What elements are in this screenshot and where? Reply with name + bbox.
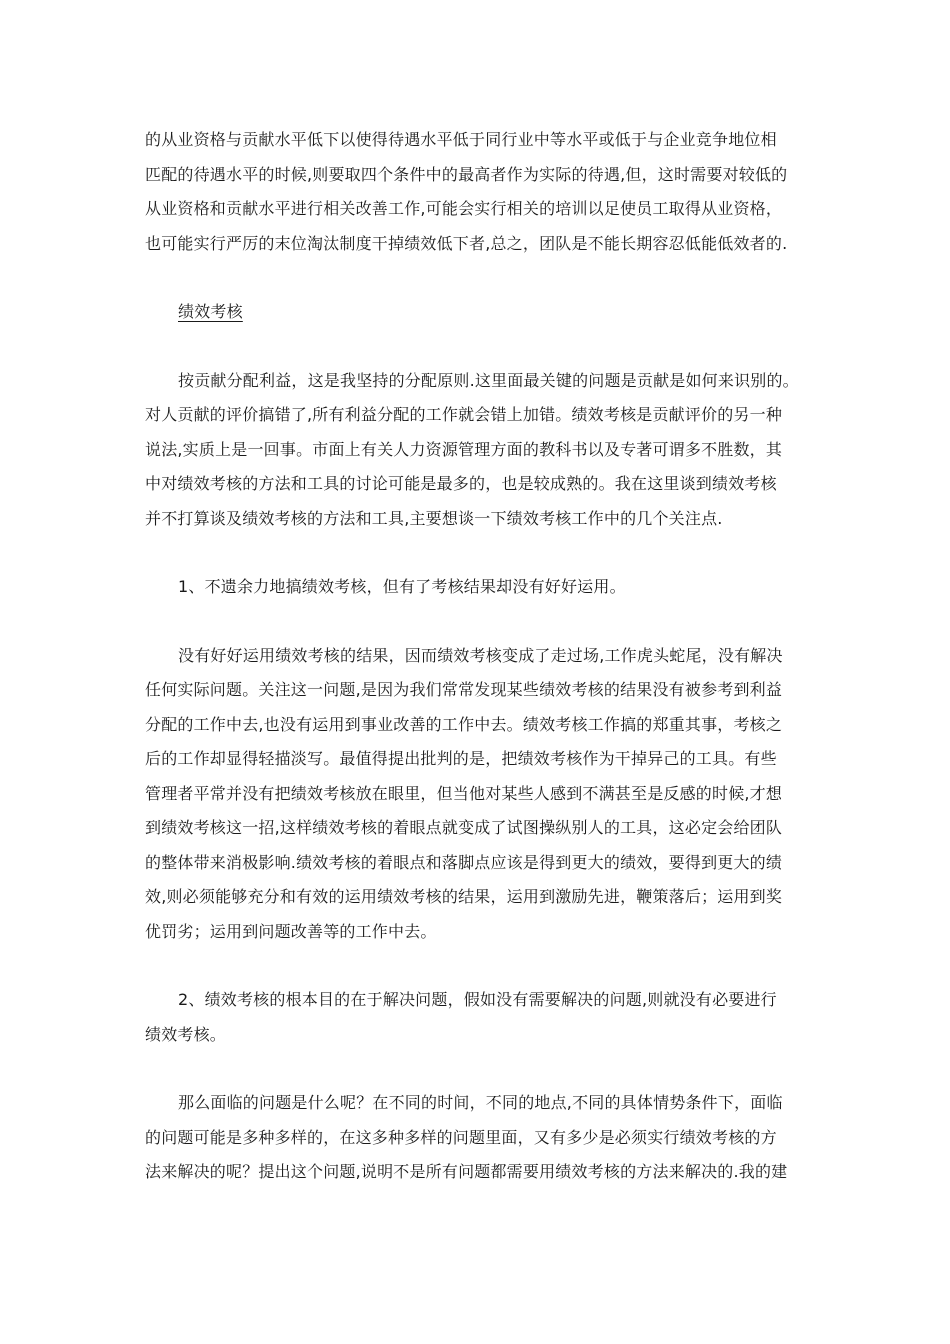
paragraph-gap — [145, 330, 820, 364]
text-line: 的整体带来消极影响.绩效考核的着眼点和落脚点应该是得到更大的绩效，要得到更大的绩 — [145, 852, 783, 872]
text-line: 说法,实质上是一回事。市面上有关人力资源管理方面的教科书以及专著可谓多不胜数，其 — [145, 439, 783, 459]
section-heading-line — [145, 295, 820, 330]
paragraph-gap — [145, 261, 820, 295]
text-line: 对人贡献的评价搞错了,所有利益分配的工作就会错上加错。绩效考核是贡献评价的另一种 — [145, 405, 783, 424]
text-line: 到绩效考核这一招,这样绩效考核的着眼点就变成了试图操纵别人的工具，这必定会给团队 — [145, 818, 783, 837]
text-line: 任何实际问题。关注这一问题,是因为我们常常发现某些绩效考核的结果没有被参考到利益 — [145, 680, 783, 699]
paragraph-3 — [145, 1086, 820, 1190]
paragraph-2 — [145, 639, 820, 950]
paragraph-intro — [145, 123, 820, 261]
text-line: 管理者平常并没有把绩效考核放在眼里，但当他对某些人感到不满甚至是反感的时候,才想 — [145, 783, 783, 803]
text-line: 的从业资格与贡献水平低下以使得待遇水平低于同行业中等水平或低于与企业竞争地位相 — [145, 130, 777, 149]
text-line: 没有好好运用绩效考核的结果，因而绩效考核变成了走过场,工作虎头蛇尾，没有解决 — [178, 645, 783, 665]
point-1-heading: 1、不遗余力地搞绩效考核，但有了考核结果却没有好好运用。 — [178, 577, 626, 596]
section-heading: 绩效考核 — [178, 302, 243, 321]
paragraph-gap — [145, 949, 820, 983]
document-page — [145, 123, 820, 1190]
paragraph-gap — [145, 605, 820, 639]
paragraph-gap — [145, 536, 820, 570]
paragraph-gap — [145, 1052, 820, 1086]
text-line: 从业资格和贡献水平进行相关改善工作,可能会实行相关的培训以足使员工取得从业资格， — [145, 199, 783, 218]
text-line: 按贡献分配利益，这是我坚持的分配原则.这里面最关键的问题是贡献是如何来识别的。 — [178, 370, 799, 390]
paragraph-1 — [145, 364, 820, 537]
text-line: 后的工作却显得轻描淡写。最值得提出批判的是，把绩效考核作为干掉异己的工具。有些 — [145, 749, 777, 768]
text-line: 那么面临的问题是什么呢？在不同的时间，不同的地点,不同的具体情势条件下，面临 — [178, 1093, 783, 1112]
text-line: 也可能实行严厉的末位淘汰制度干掉绩效低下者,总之，团队是不能长期容忍低能低效者的. — [145, 233, 788, 253]
text-line: 优罚劣；运用到问题改善等的工作中去。 — [145, 921, 437, 941]
text-line: 法来解决的呢？提出这个问题,说明不是所有问题都需要用绩效考核的方法来解决的.我的建 — [145, 1162, 788, 1181]
point-2-heading — [145, 983, 820, 1052]
text-line: 2、绩效考核的根本目的在于解决问题，假如没有需要解决的问题,则就没有必要进行 — [178, 990, 777, 1009]
text-line: 效,则必须能够充分和有效的运用绩效考核的结果，运用到激励先进，鞭策落后；运用到奖 — [145, 887, 783, 906]
text-line: 并不打算谈及绩效考核的方法和工具,主要想谈一下绩效考核工作中的几个关注点. — [145, 508, 723, 528]
text-line: 的问题可能是多种多样的，在这多种多样的问题里面，又有多少是必须实行绩效考核的方 — [145, 1127, 777, 1147]
text-line: 匹配的待遇水平的时候,则要取四个条件中的最高者作为实际的待遇,但，这时需要对较低的 — [145, 164, 788, 184]
text-line: 中对绩效考核的方法和工具的讨论可能是最多的，也是较成熟的。我在这里谈到绩效考核 — [145, 474, 777, 493]
text-line: 分配的工作中去,也没有运用到事业改善的工作中去。绩效考核工作搞的郑重其事，考核之 — [145, 714, 783, 734]
text-line: 绩效考核。 — [145, 1024, 227, 1044]
